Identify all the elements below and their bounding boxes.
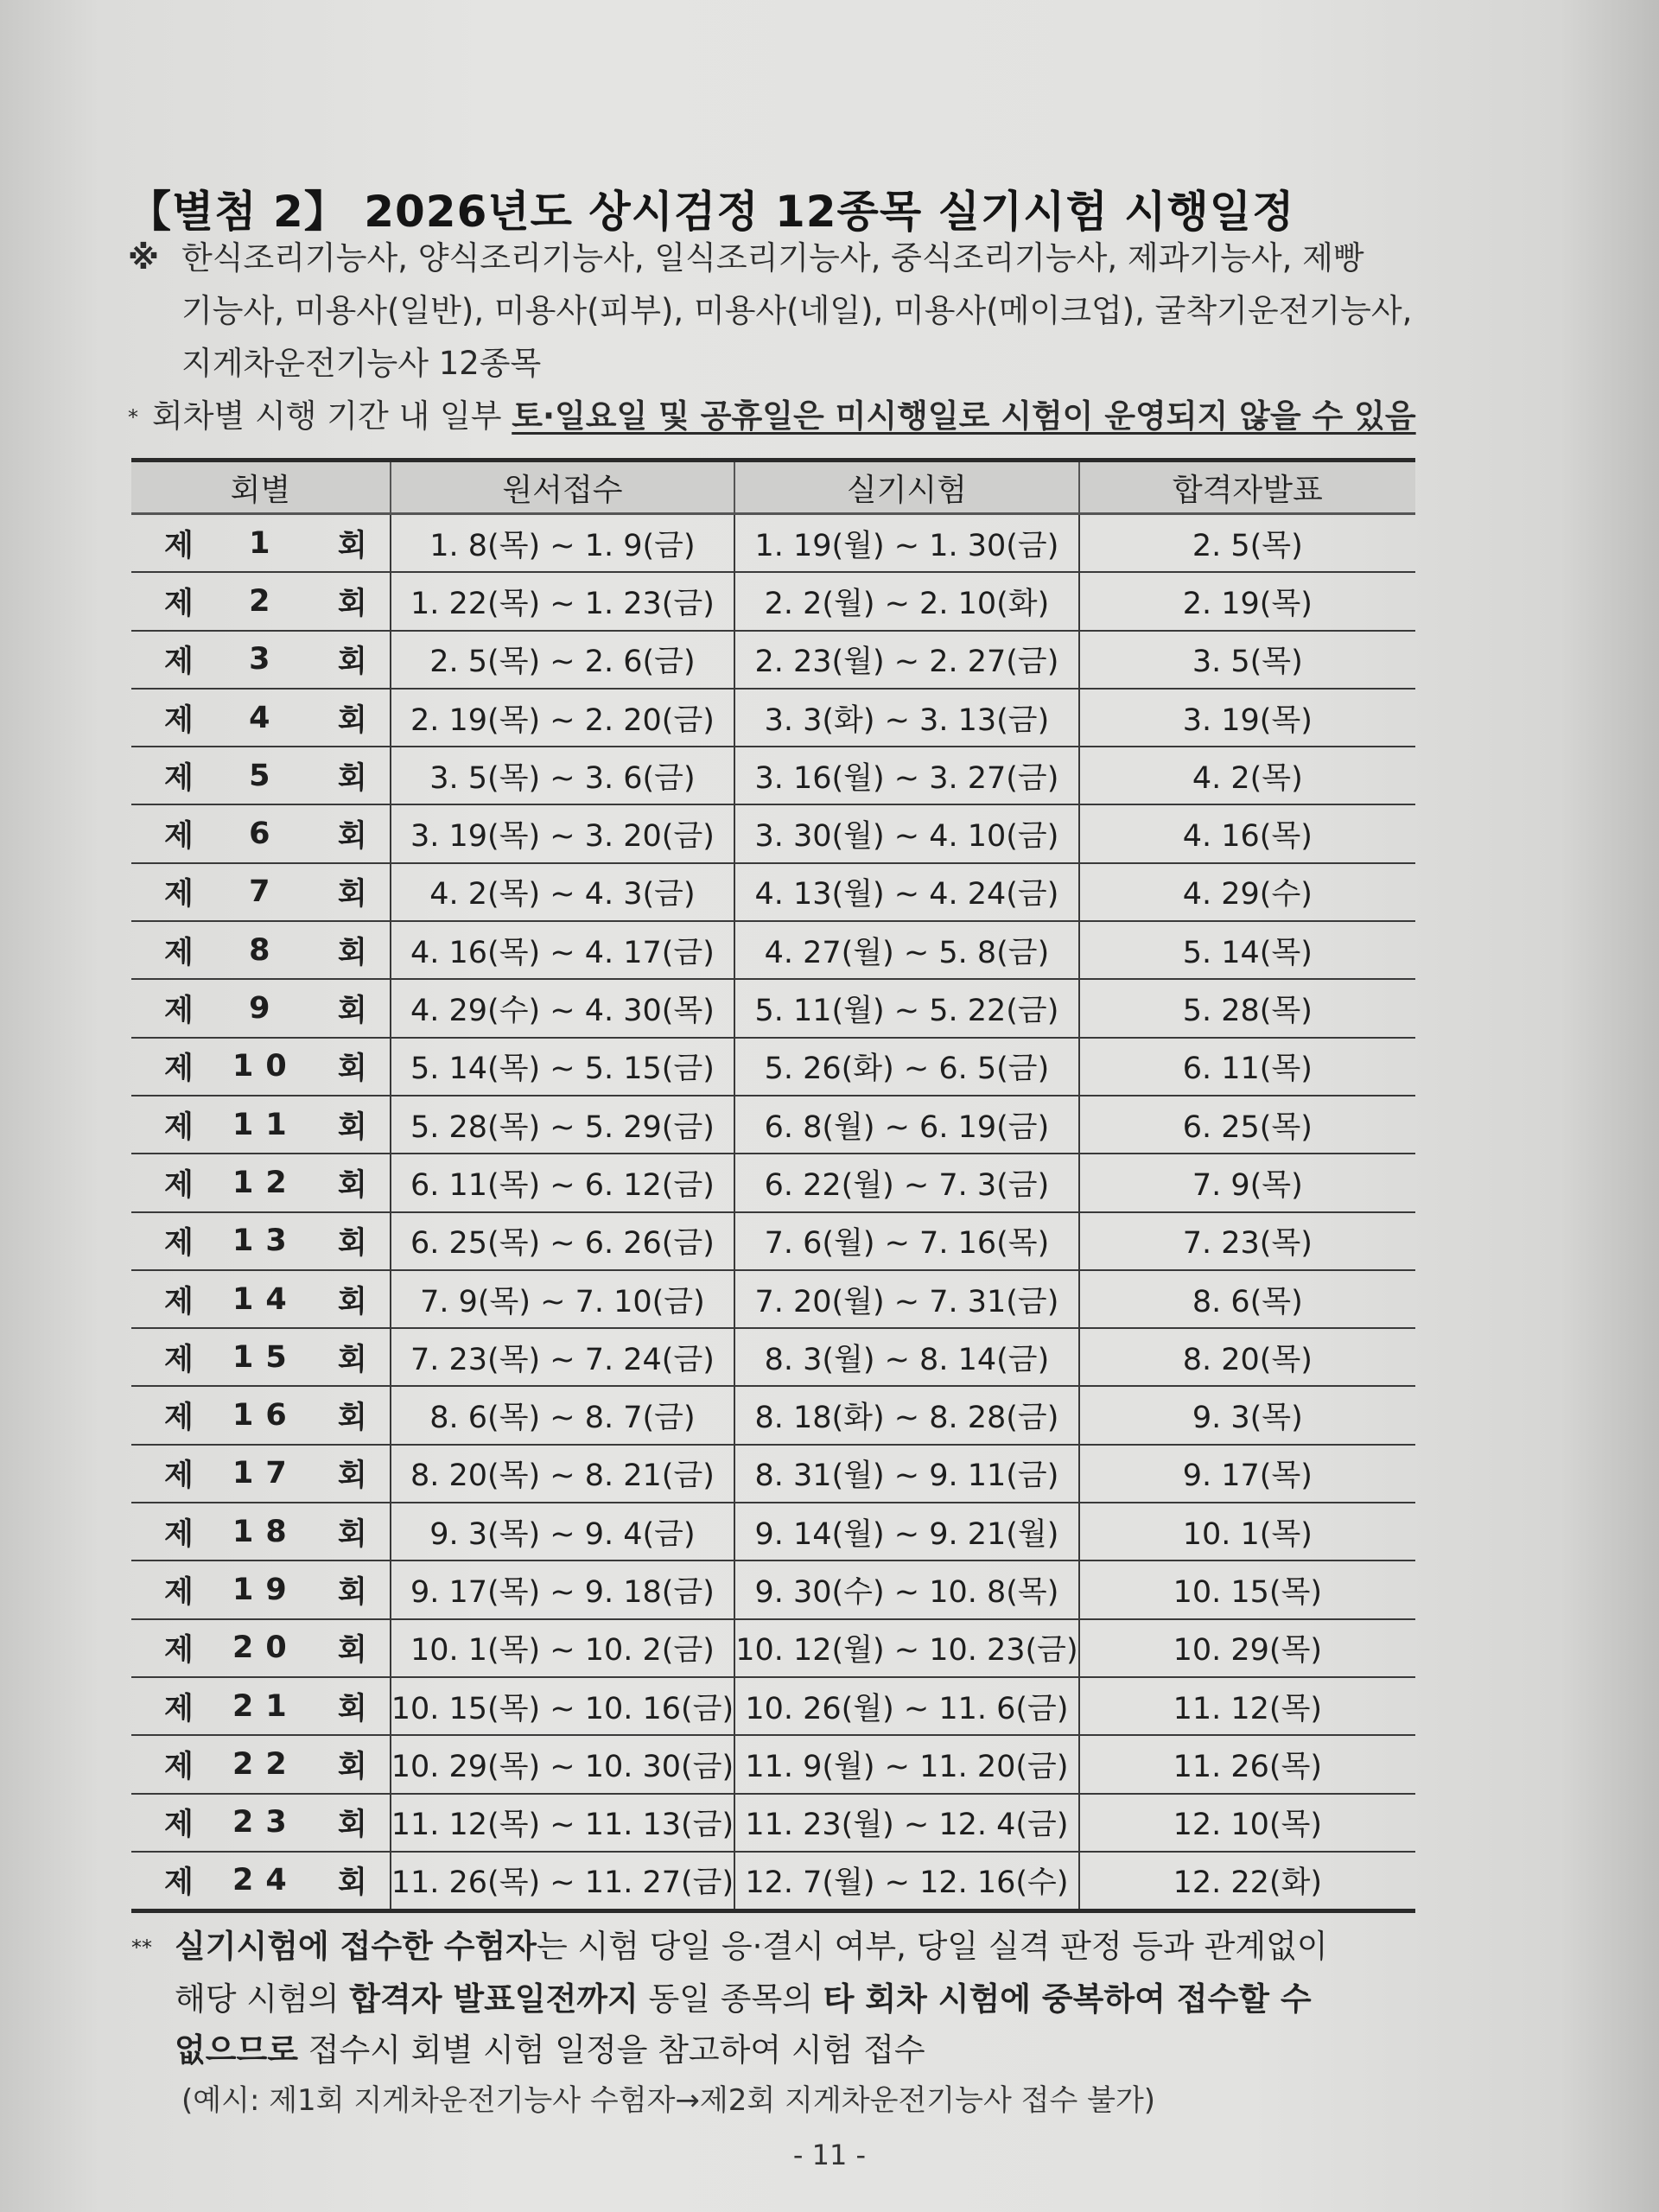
application-period-cell: 8. 20(목) ~ 8. 21(금) (391, 1445, 734, 1503)
application-period-cell: 9. 17(목) ~ 9. 18(금) (391, 1560, 734, 1618)
exam-period-cell: 8. 31(월) ~ 9. 11(금) (734, 1445, 1078, 1503)
round-prefix: 제 (164, 1574, 194, 1610)
application-period-cell: 6. 25(목) ~ 6. 26(금) (391, 1212, 734, 1270)
round-number: 23 (232, 1805, 299, 1840)
round-suffix: 회 (337, 1052, 367, 1087)
table-row (131, 1154, 1415, 1211)
reference-mark: ※ (128, 239, 159, 276)
round-suffix: 회 (337, 1574, 367, 1610)
application-period-cell: 4. 2(목) ~ 4. 3(금) (391, 863, 734, 921)
footnote-example: (예시: 제1회 지게차운전기능사 수험자→제2회 지게차운전기능사 접수 불가) (181, 2083, 1156, 2118)
table-row (131, 1038, 1415, 1096)
result-date-cell: 2. 19(목) (1079, 572, 1415, 630)
round-cell (131, 1270, 391, 1328)
footnote-block (131, 1921, 1427, 2126)
footnote-line-2: 해당 시험의 합격자 발표일전까지 동일 종목의 타 회차 시험에 중복하여 접수할 수 (175, 1980, 1312, 2018)
application-period-cell: 11. 26(목) ~ 11. 27(금) (391, 1852, 734, 1911)
exam-period-cell: 11. 9(월) ~ 11. 20(금) (734, 1735, 1078, 1793)
result-date-cell: 10. 1(목) (1079, 1503, 1415, 1560)
round-number: 24 (232, 1863, 299, 1898)
round-prefix: 제 (164, 586, 194, 621)
result-date-cell: 7. 23(목) (1079, 1212, 1415, 1270)
round-number: 20 (232, 1630, 299, 1666)
round-prefix: 제 (164, 1401, 194, 1436)
result-date-cell: 10. 15(목) (1079, 1560, 1415, 1618)
table-row (131, 631, 1415, 689)
table-row (131, 1619, 1415, 1677)
round-number: 4 (249, 700, 283, 735)
round-suffix: 회 (337, 1691, 367, 1726)
result-date-cell: 11. 26(목) (1079, 1735, 1415, 1793)
result-date-cell: 6. 25(목) (1079, 1096, 1415, 1154)
round-cell (131, 747, 391, 804)
application-period-cell: 2. 19(목) ~ 2. 20(금) (391, 689, 734, 747)
round-number: 15 (232, 1339, 299, 1375)
result-date-cell: 4. 2(목) (1079, 747, 1415, 804)
round-number: 13 (232, 1224, 299, 1259)
exam-period-cell: 8. 3(월) ~ 8. 14(금) (734, 1328, 1078, 1386)
table-row (131, 1735, 1415, 1793)
document-title: 【별첨 2】 2026년도 상시검정 12종목 실기시험 시행일정 (128, 187, 1295, 237)
round-cell (131, 1386, 391, 1444)
table-row (131, 1677, 1415, 1735)
exam-period-cell: 5. 26(화) ~ 6. 5(금) (734, 1038, 1078, 1096)
notes-line-3: 지게차운전기능사 12종목 (181, 345, 542, 382)
application-period-cell: 5. 14(목) ~ 5. 15(금) (391, 1038, 734, 1096)
footnote-line-1: ** 실기시험에 접수한 수험자는 시험 당일 응·결시 여부, 당일 실격 판정 등과 관계없이 (131, 1921, 1427, 1974)
application-period-cell: 6. 11(목) ~ 6. 12(금) (391, 1154, 734, 1211)
round-number: 1 (249, 525, 283, 561)
table-row (131, 1386, 1415, 1444)
table-row (131, 979, 1415, 1037)
round-suffix: 회 (337, 760, 367, 796)
round-number: 3 (249, 642, 283, 677)
round-number: 11 (232, 1107, 299, 1142)
round-number: 21 (232, 1688, 299, 1724)
table-row (131, 1096, 1415, 1154)
application-period-cell: 8. 6(목) ~ 8. 7(금) (391, 1386, 734, 1444)
round-suffix: 회 (337, 1109, 367, 1145)
result-date-cell: 4. 16(목) (1079, 804, 1415, 862)
exam-period-cell: 12. 7(월) ~ 12. 16(수) (734, 1852, 1078, 1911)
round-cell (131, 979, 391, 1037)
round-suffix: 회 (337, 1516, 367, 1552)
table-row (131, 514, 1415, 573)
result-date-cell: 9. 3(목) (1079, 1386, 1415, 1444)
table-body (131, 514, 1415, 1911)
round-cell (131, 1735, 391, 1793)
header-round: 회별 (131, 461, 391, 514)
round-prefix: 제 (164, 1633, 194, 1669)
application-period-cell: 9. 3(목) ~ 9. 4(금) (391, 1503, 734, 1560)
round-number: 12 (232, 1165, 299, 1200)
round-cell (131, 1619, 391, 1677)
round-prefix: 제 (164, 1459, 194, 1494)
round-cell (131, 631, 391, 689)
round-number: 8 (249, 932, 283, 968)
exam-period-cell: 5. 11(월) ~ 5. 22(금) (734, 979, 1078, 1037)
result-date-cell: 4. 29(수) (1079, 863, 1415, 921)
result-date-cell: 3. 19(목) (1079, 689, 1415, 747)
header-practical-exam: 실기시험 (734, 461, 1078, 514)
result-date-cell: 8. 6(목) (1079, 1270, 1415, 1328)
result-date-cell: 10. 29(목) (1079, 1619, 1415, 1677)
application-period-cell: 3. 19(목) ~ 3. 20(금) (391, 804, 734, 862)
round-number: 6 (249, 817, 283, 852)
result-date-cell: 12. 22(화) (1079, 1852, 1415, 1911)
round-prefix: 제 (164, 1052, 194, 1087)
round-cell (131, 1328, 391, 1386)
notes-line-1: ※ 한식조리기능사, 양식조리기능사, 일식조리기능사, 중식조리기능사, 제과기능사, 제빵 (128, 232, 1459, 284)
notes-line-2: 기능사, 미용사(일반), 미용사(피부), 미용사(네일), 미용사(메이크업), 굴착기운전기능사, (181, 292, 1413, 329)
round-suffix: 회 (337, 528, 367, 563)
result-date-cell: 9. 17(목) (1079, 1445, 1415, 1503)
round-suffix: 회 (337, 702, 367, 738)
round-prefix: 제 (164, 528, 194, 563)
application-period-cell: 5. 28(목) ~ 5. 29(금) (391, 1096, 734, 1154)
table-row (131, 1270, 1415, 1328)
application-period-cell: 10. 1(목) ~ 10. 2(금) (391, 1619, 734, 1677)
application-period-cell: 10. 15(목) ~ 10. 16(금) (391, 1677, 734, 1735)
notice-emphasis: 토·일요일 및 공휴일은 미시행일로 시험이 운영되지 않을 수 있음 (512, 397, 1416, 435)
round-prefix: 제 (164, 819, 194, 855)
table-row (131, 1560, 1415, 1618)
exam-period-cell: 4. 27(월) ~ 5. 8(금) (734, 921, 1078, 979)
round-prefix: 제 (164, 645, 194, 680)
round-suffix: 회 (337, 1342, 367, 1377)
round-cell (131, 1560, 391, 1618)
round-cell (131, 1503, 391, 1560)
exam-period-cell: 11. 23(월) ~ 12. 4(금) (734, 1794, 1078, 1852)
application-period-cell: 7. 9(목) ~ 7. 10(금) (391, 1270, 734, 1328)
round-prefix: 제 (164, 994, 194, 1029)
application-period-cell: 2. 5(목) ~ 2. 6(금) (391, 631, 734, 689)
result-date-cell: 3. 5(목) (1079, 631, 1415, 689)
round-cell (131, 514, 391, 573)
round-cell (131, 1154, 391, 1211)
round-prefix: 제 (164, 1866, 194, 1901)
round-prefix: 제 (164, 877, 194, 912)
round-cell (131, 863, 391, 921)
header-application: 원서접수 (391, 461, 734, 514)
round-prefix: 제 (164, 935, 194, 970)
table-row (131, 689, 1415, 747)
round-suffix: 회 (337, 586, 367, 621)
result-date-cell: 5. 28(목) (1079, 979, 1415, 1037)
round-number: 9 (249, 991, 283, 1027)
exam-period-cell: 3. 30(월) ~ 4. 10(금) (734, 804, 1078, 862)
exam-period-cell: 3. 16(월) ~ 3. 27(금) (734, 747, 1078, 804)
round-number: 17 (232, 1456, 299, 1491)
exam-period-cell: 7. 6(월) ~ 7. 16(목) (734, 1212, 1078, 1270)
round-suffix: 회 (337, 1749, 367, 1784)
round-cell (131, 1096, 391, 1154)
round-cell (131, 921, 391, 979)
round-number: 18 (232, 1514, 299, 1549)
application-period-cell: 1. 22(목) ~ 1. 23(금) (391, 572, 734, 630)
application-period-cell: 4. 16(목) ~ 4. 17(금) (391, 921, 734, 979)
result-date-cell: 8. 20(목) (1079, 1328, 1415, 1386)
table-row (131, 1445, 1415, 1503)
round-cell (131, 1794, 391, 1852)
result-date-cell: 6. 11(목) (1079, 1038, 1415, 1096)
round-suffix: 회 (337, 877, 367, 912)
round-number: 19 (232, 1572, 299, 1607)
round-prefix: 제 (164, 702, 194, 738)
round-cell (131, 1038, 391, 1096)
table-row (131, 1503, 1415, 1560)
table-row (131, 921, 1415, 979)
round-suffix: 회 (337, 1401, 367, 1436)
round-prefix: 제 (164, 1691, 194, 1726)
round-suffix: 회 (337, 1808, 367, 1843)
table-row (131, 747, 1415, 804)
round-suffix: 회 (337, 1167, 367, 1203)
round-cell (131, 689, 391, 747)
round-suffix: 회 (337, 1459, 367, 1494)
round-suffix: 회 (337, 1226, 367, 1262)
round-suffix: 회 (337, 1633, 367, 1669)
table-row (131, 572, 1415, 630)
application-period-cell: 3. 5(목) ~ 3. 6(금) (391, 747, 734, 804)
table-row (131, 1328, 1415, 1386)
result-date-cell: 11. 12(목) (1079, 1677, 1415, 1735)
result-date-cell: 2. 5(목) (1079, 514, 1415, 573)
header-result-announcement: 합격자발표 (1079, 461, 1415, 514)
exam-period-cell: 9. 30(수) ~ 10. 8(목) (734, 1560, 1078, 1618)
round-cell (131, 1445, 391, 1503)
application-period-cell: 11. 12(목) ~ 11. 13(금) (391, 1794, 734, 1852)
round-number: 2 (249, 583, 283, 619)
round-prefix: 제 (164, 1284, 194, 1319)
round-number: 7 (249, 874, 283, 910)
application-period-cell: 10. 29(목) ~ 10. 30(금) (391, 1735, 734, 1793)
exam-period-cell: 10. 26(월) ~ 11. 6(금) (734, 1677, 1078, 1735)
round-cell (131, 572, 391, 630)
round-prefix: 제 (164, 1808, 194, 1843)
exam-period-cell: 10. 12(월) ~ 10. 23(금) (734, 1619, 1078, 1677)
round-suffix: 회 (337, 819, 367, 855)
round-suffix: 회 (337, 994, 367, 1029)
round-prefix: 제 (164, 760, 194, 796)
exam-period-cell: 8. 18(화) ~ 8. 28(금) (734, 1386, 1078, 1444)
round-prefix: 제 (164, 1516, 194, 1552)
exam-period-cell: 2. 23(월) ~ 2. 27(금) (734, 631, 1078, 689)
table-row (131, 863, 1415, 921)
round-number: 10 (232, 1049, 299, 1084)
round-prefix: 제 (164, 1109, 194, 1145)
round-suffix: 회 (337, 935, 367, 970)
round-suffix: 회 (337, 1866, 367, 1901)
round-number: 16 (232, 1398, 299, 1433)
result-date-cell: 7. 9(목) (1079, 1154, 1415, 1211)
round-cell (131, 1852, 391, 1911)
table-header-row (131, 461, 1415, 514)
schedule-table (131, 458, 1415, 1913)
exam-period-cell: 6. 22(월) ~ 7. 3(금) (734, 1154, 1078, 1211)
round-suffix: 회 (337, 1284, 367, 1319)
notice-star: * (128, 405, 138, 429)
result-date-cell: 5. 14(목) (1079, 921, 1415, 979)
round-prefix: 제 (164, 1226, 194, 1262)
round-number: 22 (232, 1746, 299, 1782)
table-row (131, 804, 1415, 862)
table-row (131, 1794, 1415, 1852)
exam-period-cell: 1. 19(월) ~ 1. 30(금) (734, 514, 1078, 573)
exam-period-cell: 6. 8(월) ~ 6. 19(금) (734, 1096, 1078, 1154)
footnote-line-3: 없으므로 접수시 회별 시험 일정을 참고하여 시험 접수 (175, 2031, 925, 2069)
round-suffix: 회 (337, 645, 367, 680)
application-period-cell: 4. 29(수) ~ 4. 30(목) (391, 979, 734, 1037)
round-cell (131, 804, 391, 862)
result-date-cell: 12. 10(목) (1079, 1794, 1415, 1852)
exam-period-cell: 4. 13(월) ~ 4. 24(금) (734, 863, 1078, 921)
round-cell (131, 1212, 391, 1270)
round-number: 14 (232, 1281, 299, 1317)
exam-period-cell: 9. 14(월) ~ 9. 21(월) (734, 1503, 1078, 1560)
notice-line: * 회차별 시행 기간 내 일부 토·일요일 및 공휴일은 미시행일로 시험이 운영되지 않을 수 있음 (128, 390, 1459, 444)
exam-period-cell: 2. 2(월) ~ 2. 10(화) (734, 572, 1078, 630)
table-row (131, 1852, 1415, 1911)
exam-period-cell: 7. 20(월) ~ 7. 31(금) (734, 1270, 1078, 1328)
round-number: 5 (249, 758, 283, 793)
round-cell (131, 1677, 391, 1735)
page-number: - 11 - (792, 2139, 867, 2171)
round-prefix: 제 (164, 1749, 194, 1784)
round-prefix: 제 (164, 1167, 194, 1203)
round-prefix: 제 (164, 1342, 194, 1377)
application-period-cell: 1. 8(목) ~ 1. 9(금) (391, 514, 734, 573)
exam-period-cell: 3. 3(화) ~ 3. 13(금) (734, 689, 1078, 747)
application-period-cell: 7. 23(목) ~ 7. 24(금) (391, 1328, 734, 1386)
notes-block (128, 232, 1459, 444)
table-row (131, 1212, 1415, 1270)
footnote-star: ** (131, 1936, 152, 1960)
